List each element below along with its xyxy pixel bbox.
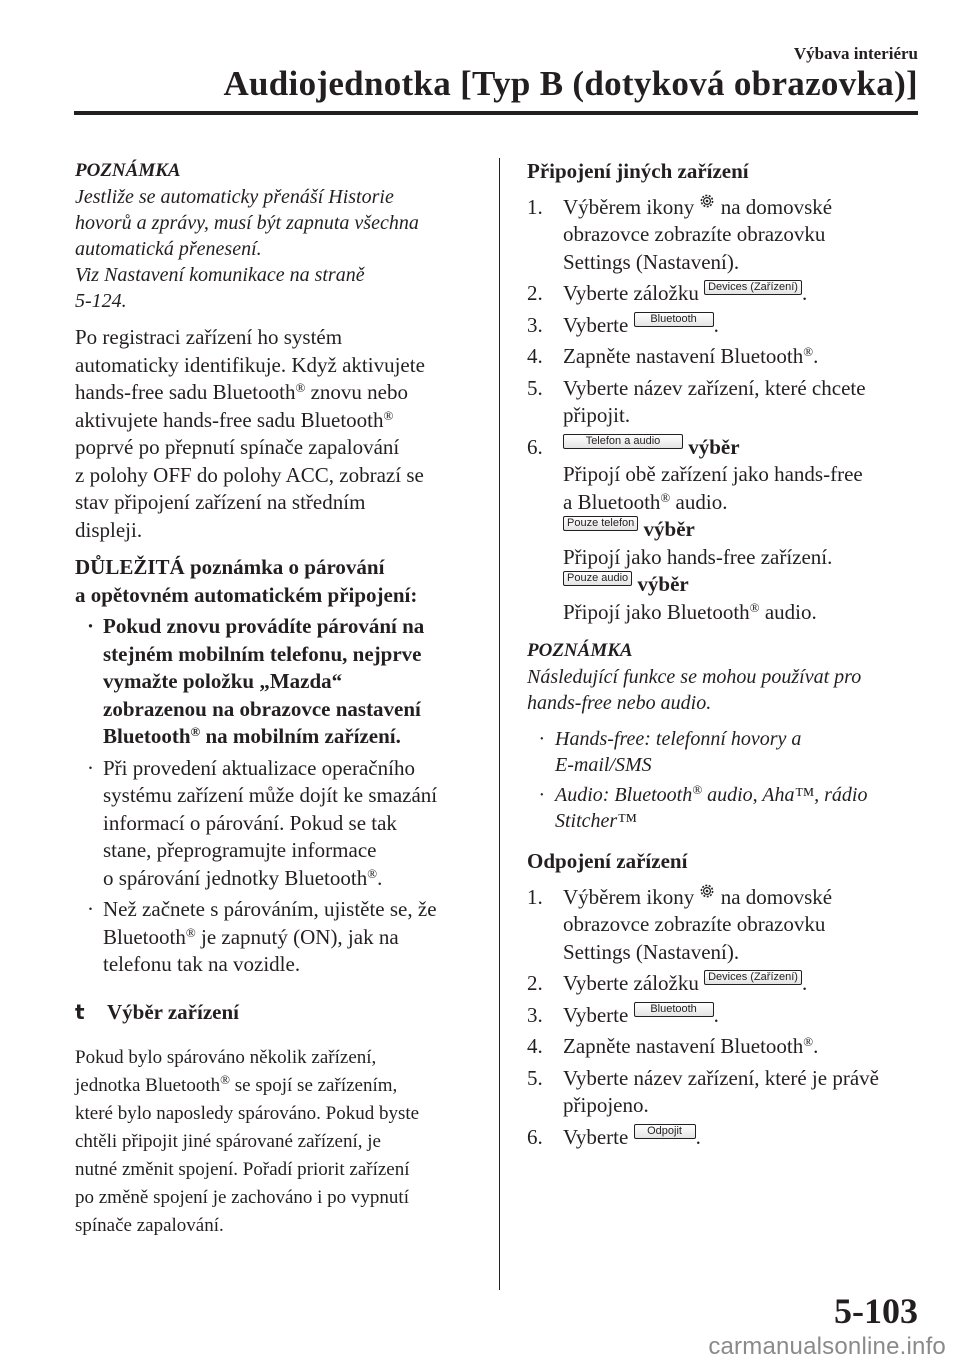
step-item: 4. Zapněte nastavení Bluetooth®. (527, 1034, 819, 1058)
text-line: stav připojení zařízení na středním (75, 490, 366, 514)
settings-gear-icon (700, 194, 714, 208)
bullet-item: · Při provedení aktualizace operačního systému zařízení může dojít ke smazání informací o párování. Pokud se tak stane, přeprogramujte informace o spárování jednotky Bluetooth®. (87, 755, 438, 890)
devices-tab-button[interactable]: Devices (Zařízení) (704, 970, 802, 985)
column-divider (499, 158, 500, 1290)
page-number: 5-103 (834, 1291, 918, 1331)
text-line: displeji. (75, 517, 143, 542)
bullet-dot: · (87, 614, 95, 638)
bluetooth-button[interactable]: Bluetooth (634, 312, 714, 327)
note-bullet: · Audio: Bluetooth® audio, Aha™, rádio Stitcher™ (539, 782, 868, 832)
phone-and-audio-button[interactable]: Telefon a audio (563, 434, 683, 449)
note-line: hovorů a zprávy, musí být zapnuta všechna (75, 212, 419, 234)
devices-tab-button[interactable]: Devices (Zařízení) (704, 280, 802, 295)
right-column (527, 158, 922, 1151)
step-item: 2. Vyberte záložku Devices (Zařízení) . (527, 281, 808, 305)
section-heading: t Výběr zařízení (75, 999, 475, 1027)
section-marker-icon: t (75, 999, 85, 1024)
header-rule (74, 111, 918, 115)
note-block (75, 158, 475, 314)
settings-gear-icon (700, 884, 714, 898)
step-item: 5. Vyberte název zařízení, které chcete připojit. (527, 375, 866, 427)
text-line: hands-free sadu Bluetooth® znovu nebo (75, 380, 408, 404)
text-line: aktivujete hands-free sadu Bluetooth® (75, 407, 394, 432)
step-item: 5. Vyberte název zařízení, které je právě připojeno. (527, 1065, 879, 1117)
step-item: 3. Vyberte Bluetooth . (527, 312, 719, 337)
watermark: carmanualsonline.info (708, 1333, 946, 1360)
subsection-heading: Odpojení zařízení (527, 849, 688, 873)
important-heading: DŮLEŽITÁ poznámka o párování a opětovném automatickém připojení: (75, 555, 418, 607)
note-line: Viz Nastavení komunikace na straně (75, 264, 365, 286)
phone-only-button[interactable]: Pouze telefon (563, 516, 638, 531)
note-line: 5-124. (75, 290, 127, 312)
header-section: Výbava interiéru (793, 44, 918, 63)
bullet-item: · Pokud znovu provádíte párování na stejném mobilním telefonu, nejprve vymažte položku „Mazda“ zobrazenou na obrazovce nastavení Bluetooth® na mobilním zařízení. (87, 614, 425, 748)
bluetooth-button[interactable]: Bluetooth (634, 1002, 714, 1017)
step-item: 4. Zapněte nastavení Bluetooth®. (527, 344, 819, 368)
audio-only-button[interactable]: Pouze audio (563, 571, 632, 586)
left-column (75, 158, 475, 1240)
note-line: Jestliže se automaticky přenáší Historie (75, 186, 394, 208)
bullet-dot: · (87, 755, 94, 780)
note-heading: POZNÁMKA (75, 160, 181, 181)
step-item: 3. Vyberte Bluetooth . (527, 1002, 719, 1027)
text-line: automaticky identifikuje. Když aktivujete (75, 352, 425, 377)
bullet-item: · Než začnete s párováním, ujistěte se, že Bluetooth® je zapnutý (ON), jak na telefonu tak na vozidle. (87, 897, 437, 976)
step-item: 2. Vyberte záložku Devices (Zařízení) . (527, 971, 808, 995)
step-item: 6. Vyberte Odpojit . (527, 1124, 701, 1149)
note-block: POZNÁMKA Následující funkce se mohou používat pro hands-free nebo audio. · Hands-free: telefonní hovory a E-mail/SMS · Audio: Bluetooth® audio, Aha™, rádio Stitcher™ (527, 638, 922, 834)
text-line: poprvé po přepnutí spínače zapalování (75, 435, 400, 459)
step-item: 6. Telefon a audio výběr Připojí obě zařízení jako hands-free a Bluetooth® audio. Pouze telefon výběr Připojí jako hands-free zařízení. Pouze audio výběr Připojí jako Bluetooth® audio. (527, 434, 863, 624)
paragraph-registration (75, 324, 475, 544)
disconnect-button[interactable]: Odpojit (634, 1124, 696, 1139)
bullet-dot: · (87, 897, 94, 921)
step-item: 1. Výběrem ikony na domovské obrazovce zobrazíte obrazovku Settings (Nastavení). (527, 884, 833, 964)
text-line: Po registraci zařízení ho systém (75, 325, 343, 349)
text-line: z polohy OFF do polohy ACC, zobrazí se (75, 462, 424, 487)
subsection-heading: Připojení jiných zařízení (527, 159, 749, 183)
note-line: automatická přenesení. (75, 238, 262, 260)
step-item: 1. Výběrem ikony na domovské obrazovce zobrazíte obrazovku Settings (Nastavení). (527, 194, 833, 274)
note-bullet: · Hands-free: telefonní hovory a E-mail/SMS (539, 728, 802, 776)
page-title: Audiojednotka [Typ B (dotyková obrazovka)] (223, 64, 918, 103)
paragraph-selection: Pokud bylo spárováno několik zařízení, jednotka Bluetooth® se spojí se zařízením, které bylo naposledy spárováno. Pokud byste chtěli připojit jiné spárované zařízení, je nutné změnit spojení. Pořadí priorit zařízení po změně spojení je zachováno i po vypnutí spínače zapalování. (75, 1047, 420, 1236)
